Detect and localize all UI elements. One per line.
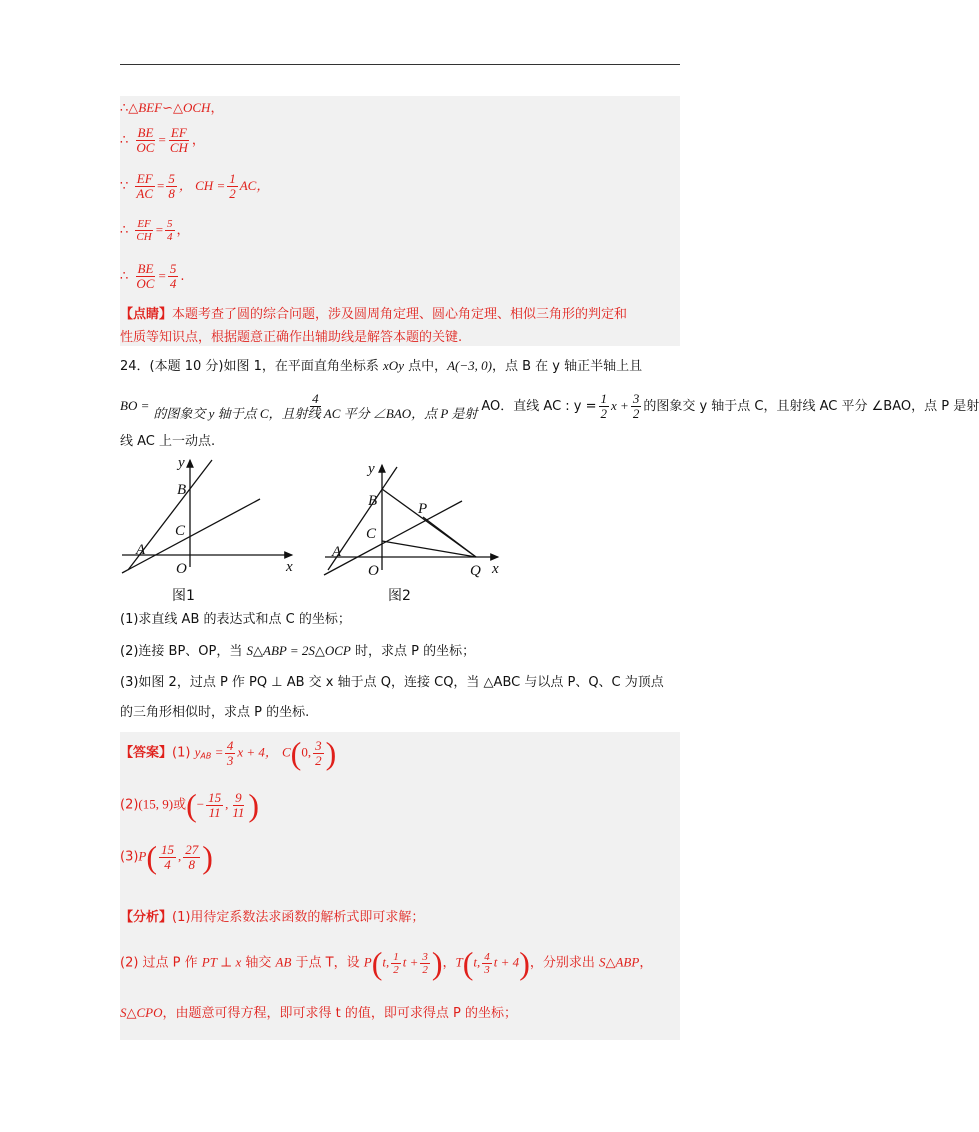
answer-line-1: 【答案】(1) $y_{AB}$ = $\frac{4}{3}$ x + 4， C(0, $\frac{3}{2}$ )	[120, 735, 337, 771]
q24-line-1: 24．(本题 10 分)如图 1，在平面直角坐标系 xOy 点中，A(−3, 0)，点 B 在 y 轴正半轴上且	[120, 358, 643, 374]
q24-sub-3-a: (3)如图 2，过点 P 作 PQ ⊥ AB 交 x 轴于点 Q，连接 CQ，当 △ABC 与以点 P、Q、C 为顶点	[120, 675, 664, 690]
fig1-label-x: x	[286, 559, 293, 575]
header-rule	[120, 64, 680, 65]
prev-line-4: ∴ $\frac{EF}{CH}$ = $\frac{5}{4}$ ，	[120, 218, 190, 243]
fig2-line-pq	[423, 517, 476, 557]
q24-sub-3-b: 的三角形相似时，求点 P 的坐标.	[120, 705, 310, 720]
comment-line-1: 【点睛】本题考查了圆的综合问题，涉及圆周角定理、圆心角定理、相似三角形的判定和	[120, 307, 628, 322]
fig1-label-b: B	[177, 482, 187, 498]
fig1-caption: 图1	[172, 588, 195, 604]
fig1-label-c: C	[175, 523, 186, 539]
figures	[110, 455, 510, 610]
fig2-line-cq	[382, 541, 476, 557]
fig2-label-y: y	[368, 461, 375, 477]
analysis-line-1: 【分析】(1)用待定系数法求函数的解析式即可求解；	[120, 910, 425, 925]
comment-line-2: 性质等知识点，根据题意正确作出辅助线是解答本题的关键.	[120, 330, 463, 345]
prev-line-3: ∵ $\frac{EF}{AC}$ = $\frac{5}{8}$ ， CH = $\frac{1}{2}$ AC，	[120, 171, 270, 201]
fig2-label-q: Q	[470, 563, 481, 579]
fig1-label-y: y	[178, 455, 185, 471]
q24-sub-1: (1)求直线 AB 的表达式和点 C 的坐标；	[120, 612, 351, 627]
fig1-label-a: A	[136, 542, 146, 558]
q24-sub-2: (2)连接 BP、OP，当 S△ABP = 2S△OCP 时，求点 P 的坐标；	[120, 643, 476, 659]
prev-line-1: ∴△BEF∽△OCH，	[120, 100, 224, 116]
prev-line-2: ∴ $\frac{BE}{OC}$ = $\frac{EF}{CH}$ ，	[120, 125, 205, 155]
q24-line-2: BO = $\frac{4}{\text{的图象交 y 轴于点 C，且射线 AC 平分 ∠BAO，点 P 是射}}$ AO．直线 AC : y = $\frac{1}{2}$ x + $\frac{3}{2}$ 的图象交 y 轴于点 C，且射线 AC 平分 ∠BAO，点 P 是射	[120, 391, 979, 421]
fig2-label-x: x	[492, 561, 499, 577]
fig2-line-ac	[324, 501, 462, 575]
figure-2	[324, 465, 498, 575]
answer-block	[120, 732, 680, 1040]
fig2-label-b: B	[368, 493, 378, 509]
fig2-caption: 图2	[388, 588, 411, 604]
q24-line-3: 线 AC 上一动点.	[120, 434, 216, 449]
figure-1	[122, 460, 292, 573]
fig2-label-c: C	[366, 526, 377, 542]
fig2-label-p: P	[418, 501, 428, 517]
fig1-label-o: O	[176, 561, 187, 577]
prev-line-5: ∴ $\frac{BE}{OC}$ = $\frac{5}{4}$ .	[120, 261, 185, 291]
analysis-line-3: S△CPO，由题意可得方程，即可求得 t 的值，即可求得点 P 的坐标；	[120, 1005, 517, 1021]
fig1-line-ac	[122, 499, 260, 573]
fig2-label-a: A	[332, 544, 342, 560]
fig2-label-o: O	[368, 563, 379, 579]
answer-line-3: (3)P( $\frac{15}{4}$ , $\frac{27}{8}$ )	[120, 839, 213, 875]
answer-line-2: (2)(15, 9)或(− $\frac{15}{11}$ , $\frac{9}{11}$ )	[120, 787, 260, 823]
analysis-line-2: (2) 过点 P 作 PT ⊥ x 轴交 AB 于点 T，设 P(t, $\frac{1}{2}$ t + $\frac{3}{2}$ )，T(t, $\frac{4}{3}$ t + 4)，分别求出 S△ABP，	[120, 945, 653, 981]
